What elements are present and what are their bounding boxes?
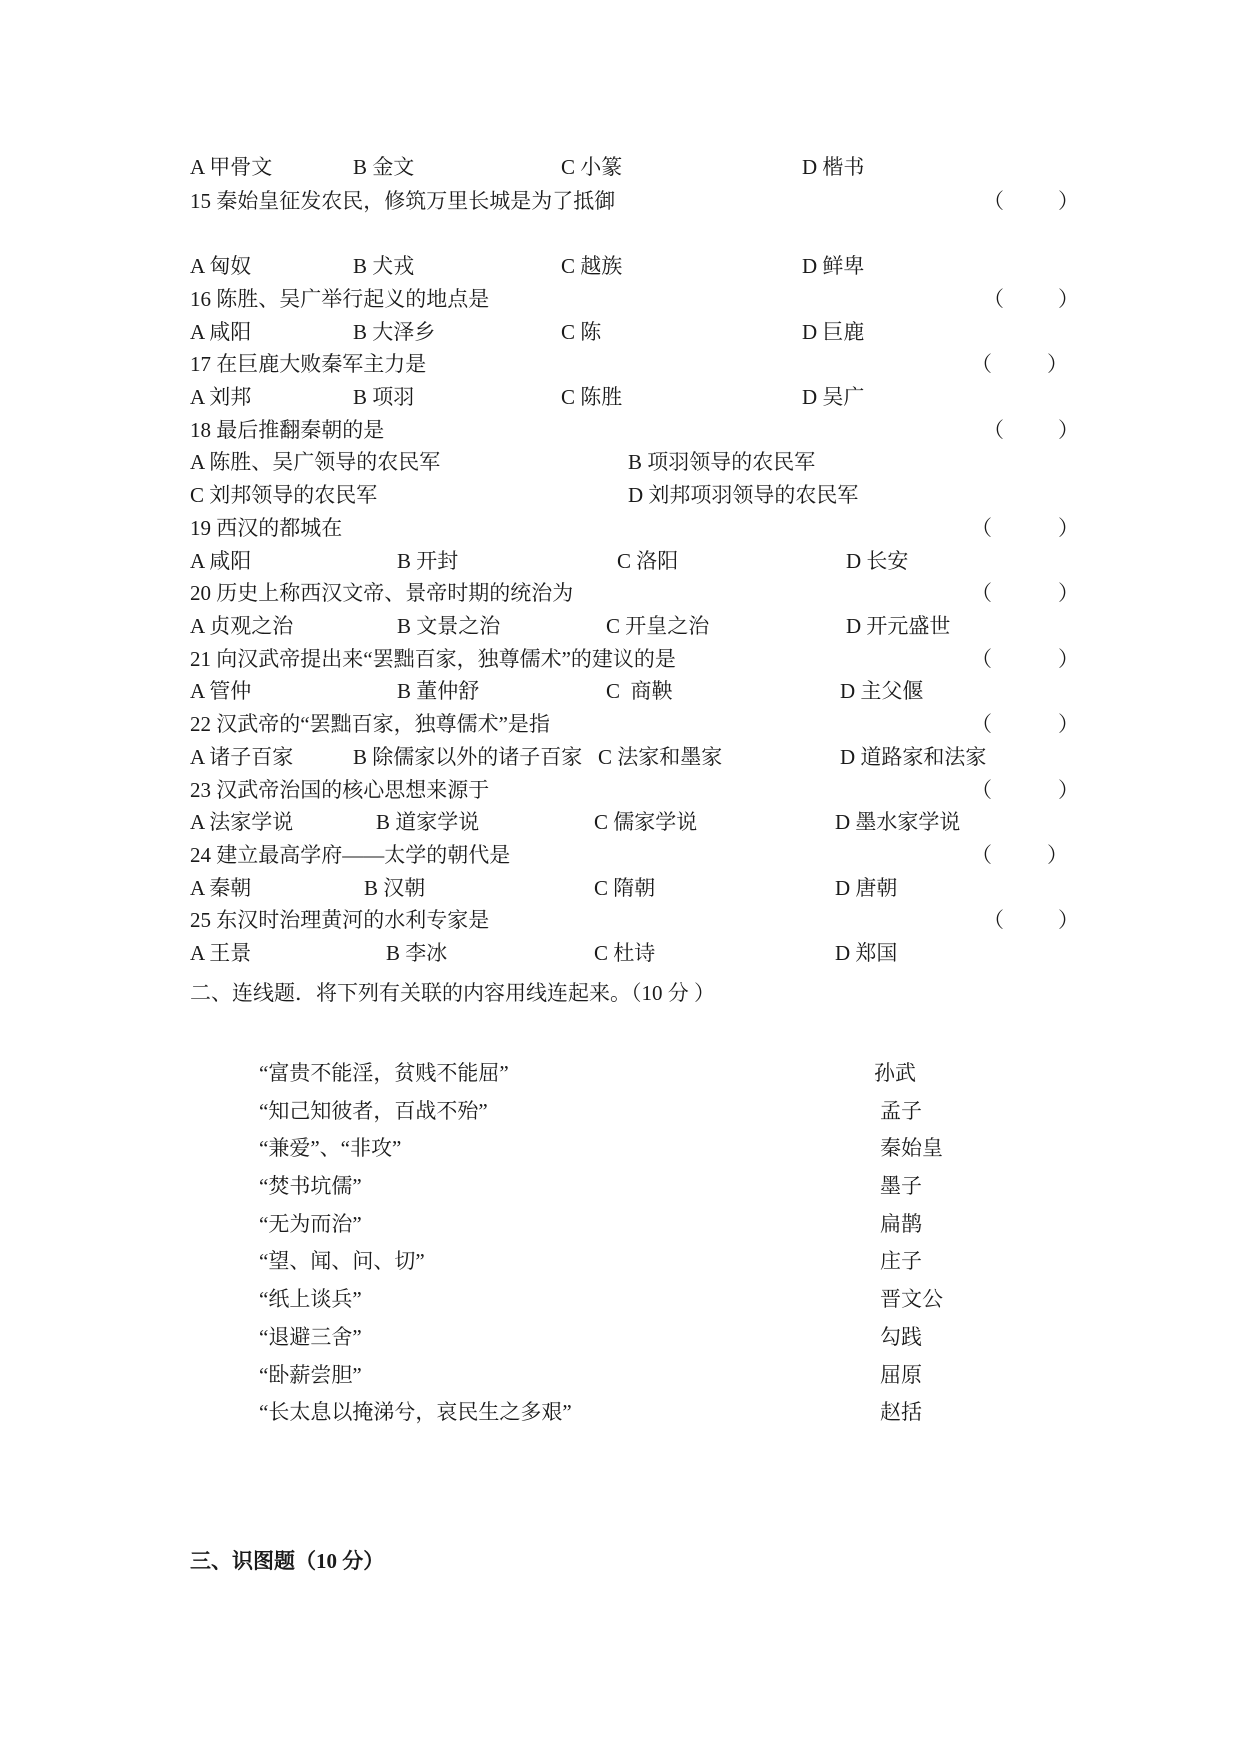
option-d: D 开元盛世 <box>846 614 951 638</box>
option-a: A 咸阳 <box>190 320 252 344</box>
answer-bracket-close: ） <box>1058 778 1079 802</box>
option-b: B 开封 <box>397 549 459 573</box>
answer-bracket-open: （ <box>971 516 992 540</box>
option-a: A 王景 <box>190 941 252 965</box>
option-c: C 陈 <box>561 320 602 344</box>
option-b: B 犬戎 <box>353 254 415 278</box>
matching-person: 孙武 <box>874 1061 916 1085</box>
option-d: D 楷书 <box>802 155 865 179</box>
matching-quote: “望、闻、问、切” <box>259 1249 425 1273</box>
matching-person: 勾践 <box>880 1325 922 1349</box>
matching-quote: “焚书坑儒” <box>259 1174 362 1198</box>
map-section-heading: 三、识图题（10 分） <box>190 1549 385 1573</box>
option-c: C 刘邦领导的农民军 <box>190 483 378 507</box>
option-b: B 除儒家以外的诸子百家 <box>353 745 583 769</box>
option-b: B 汉朝 <box>364 876 426 900</box>
matching-person: 墨子 <box>880 1174 922 1198</box>
answer-bracket-open: （ <box>971 712 992 736</box>
question-15-stem: 15 秦始皇征发农民，修筑万里长城是为了抵御 <box>190 189 616 213</box>
answer-bracket-close: ） <box>1058 287 1079 311</box>
answer-bracket-open: （ <box>971 581 992 605</box>
matching-person: 扁鹊 <box>880 1212 922 1236</box>
option-c: C 商鞅 <box>606 679 673 703</box>
matching-person: 赵括 <box>880 1400 922 1424</box>
answer-bracket-open: （ <box>971 352 992 376</box>
answer-bracket-close: ） <box>1058 647 1079 671</box>
option-d: D 郑国 <box>835 941 898 965</box>
matching-quote: “富贵不能淫，贫贱不能屈” <box>259 1061 509 1085</box>
option-a: A 甲骨文 <box>190 155 273 179</box>
matching-quote: “纸上谈兵” <box>259 1287 362 1311</box>
option-b: B 大泽乡 <box>353 320 436 344</box>
question-20-stem: 20 历史上称西汉文帝、景帝时期的统治为 <box>190 581 574 605</box>
option-d: D 主父偃 <box>840 679 924 703</box>
option-a: A 贞观之治 <box>190 614 294 638</box>
matching-person: 屈原 <box>880 1363 922 1387</box>
option-d: D 鲜卑 <box>802 254 865 278</box>
matching-quote: “长太息以掩涕兮，哀民生之多艰” <box>259 1400 572 1424</box>
answer-bracket-open: （ <box>971 843 992 867</box>
option-b: B 项羽领导的农民军 <box>628 450 816 474</box>
answer-bracket-open: （ <box>983 418 1004 442</box>
option-a: A 管仲 <box>190 679 252 703</box>
option-a: A 诸子百家 <box>190 745 294 769</box>
matching-quote: “退避三舍” <box>259 1325 362 1349</box>
option-b: B 李冰 <box>386 941 448 965</box>
question-24-stem: 24 建立最高学府——太学的朝代是 <box>190 843 511 867</box>
option-a: A 刘邦 <box>190 385 252 409</box>
option-c: C 隋朝 <box>594 876 656 900</box>
option-b: B 金文 <box>353 155 415 179</box>
option-c: C 杜诗 <box>594 941 656 965</box>
option-b: B 董仲舒 <box>397 679 480 703</box>
matching-quote: “知己知彼者，百战不殆” <box>259 1099 488 1123</box>
answer-bracket-close: ） <box>1047 352 1068 376</box>
answer-bracket-open: （ <box>983 189 1004 213</box>
option-c: C 陈胜 <box>561 385 623 409</box>
option-d: D 刘邦项羽领导的农民军 <box>628 483 859 507</box>
question-22-stem: 22 汉武帝的“罢黜百家，独尊儒术”是指 <box>190 712 550 736</box>
answer-bracket-open: （ <box>971 647 992 671</box>
answer-bracket-close: ） <box>1058 418 1079 442</box>
question-16-stem: 16 陈胜、吴广举行起义的地点是 <box>190 287 490 311</box>
option-a: A 法家学说 <box>190 810 294 834</box>
option-d: D 道路家和法家 <box>840 745 987 769</box>
question-25-stem: 25 东汉时治理黄河的水利专家是 <box>190 908 490 932</box>
matching-quote: “无为而治” <box>259 1212 362 1236</box>
answer-bracket-close: ） <box>1058 189 1079 213</box>
option-a: A 匈奴 <box>190 254 252 278</box>
option-c: C 法家和墨家 <box>598 745 723 769</box>
option-d: D 墨水家学说 <box>835 810 961 834</box>
option-c: C 儒家学说 <box>594 810 698 834</box>
answer-bracket-open: （ <box>983 908 1004 932</box>
matching-quote: “卧薪尝胆” <box>259 1363 362 1387</box>
matching-person: 晋文公 <box>880 1287 943 1311</box>
option-c: C 洛阳 <box>617 549 679 573</box>
question-19-stem: 19 西汉的都城在 <box>190 516 343 540</box>
option-c: C 小篆 <box>561 155 623 179</box>
option-d: D 吴广 <box>802 385 865 409</box>
question-17-stem: 17 在巨鹿大败秦军主力是 <box>190 352 427 376</box>
option-c: C 开皇之治 <box>606 614 710 638</box>
option-b: B 道家学说 <box>376 810 480 834</box>
option-b: B 文景之治 <box>397 614 501 638</box>
answer-bracket-close: ） <box>1058 908 1079 932</box>
question-23-stem: 23 汉武帝治国的核心思想来源于 <box>190 778 490 802</box>
answer-bracket-close: ） <box>1058 516 1079 540</box>
option-d: D 巨鹿 <box>802 320 865 344</box>
answer-bracket-open: （ <box>971 778 992 802</box>
matching-section-heading: 二、连线题．将下列有关联的内容用线连起来。（10 分 ） <box>190 981 715 1005</box>
option-a: A 秦朝 <box>190 876 252 900</box>
matching-person: 秦始皇 <box>880 1136 943 1160</box>
option-d: D 唐朝 <box>835 876 898 900</box>
question-21-stem: 21 向汉武帝提出来“罢黜百家，独尊儒术”的建议的是 <box>190 647 676 671</box>
answer-bracket-close: ） <box>1047 843 1068 867</box>
option-c: C 越族 <box>561 254 623 278</box>
matching-person: 庄子 <box>880 1249 922 1273</box>
matching-person: 孟子 <box>880 1099 922 1123</box>
option-a: A 咸阳 <box>190 549 252 573</box>
option-d: D 长安 <box>846 549 909 573</box>
answer-bracket-close: ） <box>1058 712 1079 736</box>
question-18-stem: 18 最后推翻秦朝的是 <box>190 418 385 442</box>
option-b: B 项羽 <box>353 385 415 409</box>
matching-quote: “兼爱”、“非攻” <box>259 1136 402 1160</box>
answer-bracket-close: ） <box>1058 581 1079 605</box>
option-a: A 陈胜、吴广领导的农民军 <box>190 450 441 474</box>
answer-bracket-open: （ <box>983 287 1004 311</box>
